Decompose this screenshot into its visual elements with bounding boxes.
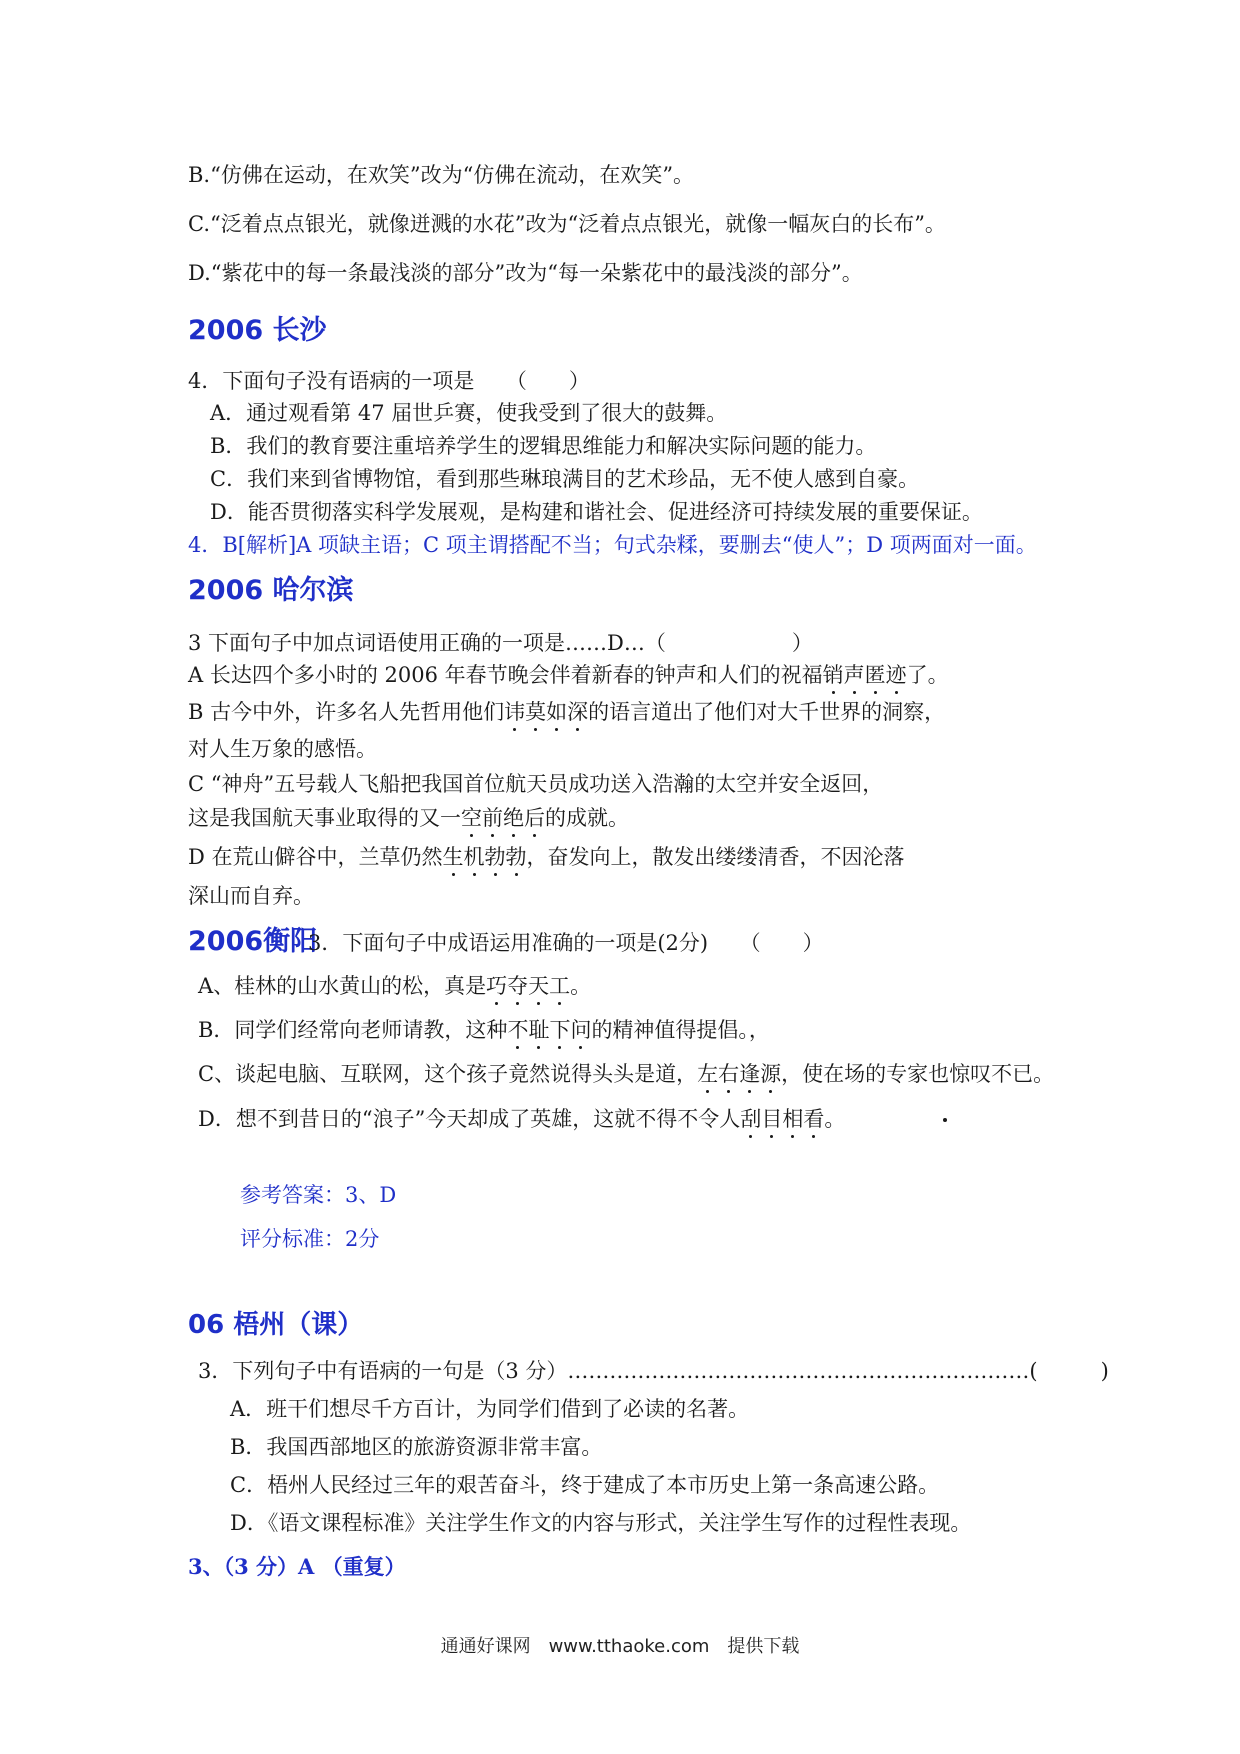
option-d-harbin-line2: 深山而自弃。 [188,884,314,908]
option-text: B 古今中外，许多名人先哲用他们 [188,700,505,724]
option-a-hengyang [198,971,591,1001]
stray-dot [943,1118,947,1122]
option-b-hengyang [198,1015,770,1045]
option-text: ，使在场的专家也惊叹不已。 [781,1062,1055,1086]
question-harbin: 3 下面句子中加点词语使用正确的一项是……D…（ ） [188,631,813,655]
section-heading-changsha: 2006 长沙 [188,315,327,346]
option-text: D 在荒山僻谷中，兰草仍然 [188,845,443,869]
dotted-char: 左 [697,1062,719,1086]
dotted-char: 逢 [739,1062,761,1086]
option-d-hengyang [198,1104,845,1134]
option-text: A、桂林的山水黄山的松，真是 [198,974,487,998]
option-text: ，奋发向上，散发出缕缕清香，不因沦落 [526,845,905,869]
dotted-char: 声 [843,663,865,687]
dotted-char: 迹 [885,663,907,687]
answer-wuzhou: 3、（3 分）A （重复） [188,1554,406,1579]
option-c-changsha: C．我们来到省博物馆，看到那些琳琅满目的艺术珍品，无不使人感到自豪。 [210,467,920,491]
dotted-char: 空 [461,806,482,830]
answer-changsha: 4．B[解析]A 项缺主语；C 项主谓搭配不当；句式杂糅，要删去“使人”；D 项两面对一面。 [188,533,1037,557]
reference-answer-hengyang: 参考答案：3、D [240,1183,397,1207]
dotted-char: 相 [782,1107,804,1131]
question-hengyang: 3．下面句子中成语运用准确的一项是(2分) （ ） [308,931,824,955]
dotted-char: 前 [482,806,503,830]
option-c-hengyang [198,1059,1054,1089]
option-b-harbin [188,697,945,727]
option-a-changsha: A．通过观看第 47 届世乒赛，使我受到了很大的鼓舞。 [210,401,728,425]
dotted-char: 刮 [740,1107,762,1131]
option-d-top: D.“紫花中的每一条最浅淡的部分”改为“每一朵紫花中的最浅淡的部分”。 [188,261,863,285]
dotted-char: 问 [570,1018,592,1042]
dotted-char: 右 [718,1062,740,1086]
option-b-wuzhou: B．我国西部地区的旅游资源非常丰富。 [230,1435,603,1459]
option-text: 。 [824,1107,846,1131]
option-d-harbin [188,842,905,872]
option-text: B．同学们经常向老师请教，这种 [198,1018,508,1042]
option-text: 的成就。 [545,806,629,830]
dotted-char: 看 [803,1107,825,1131]
question-changsha: 4．下面句子没有语病的一项是 （ ） [188,369,590,393]
scoring-standard-hengyang: 评分标准：2分 [240,1227,380,1251]
dotted-char: 生 [442,845,464,869]
dotted-char: 源 [760,1062,782,1086]
dotted-char: 深 [567,700,589,724]
dotted-char: 天 [528,974,550,998]
dotted-char: 下 [549,1018,571,1042]
dotted-char: 工 [549,974,571,998]
option-text: C、谈起电脑、互联网，这个孩子竟然说得头头是道， [198,1062,698,1086]
dotted-char: 勃 [505,845,527,869]
option-text: 的精神值得提倡。， [591,1018,770,1042]
dotted-char: 销 [822,663,844,687]
dotted-char: 绝 [503,806,524,830]
section-heading-hengyang: 2006衡阳 [188,926,318,957]
dotted-char: 不 [507,1018,529,1042]
option-text: D．想不到昔日的“浪子”今天却成了英雄，这就不得不令人 [198,1107,741,1131]
dotted-char: 夺 [507,974,529,998]
option-text: A 长达四个多小时的 2006 年春节晚会伴着新春的钟声和人们的祝福 [188,663,823,687]
option-b-changsha: B．我们的教育要注重培养学生的逻辑思维能力和解决实际问题的能力。 [210,434,877,458]
dotted-char: 后 [524,806,545,830]
option-text: 这是我国航天事业取得的又一 [188,806,461,830]
option-c-harbin-line2 [188,803,629,833]
option-a-harbin [188,660,949,690]
option-b-top: B.“仿佛在运动，在欢笑”改为“仿佛在流动，在欢笑”。 [188,163,695,187]
dotted-char: 莫 [525,700,547,724]
section-heading-wuzhou: 06 梧州（课） [188,1310,364,1340]
option-text: 了。 [906,663,949,687]
option-c-top: C.“泛着点点银光，就像迸溅的水花”改为“泛着点点银光，就像一幅灰白的长布”。 [188,212,946,236]
dotted-char: 巧 [486,974,508,998]
dotted-char: 机 [463,845,485,869]
dotted-char: 勃 [484,845,506,869]
option-a-wuzhou: A．班干们想尽千方百计，为同学们借到了必读的名著。 [230,1397,750,1421]
option-b-harbin-line2: 对人生万象的感悟。 [188,737,377,761]
dotted-char: 匿 [864,663,886,687]
option-c-harbin: C “神舟”五号载人飞船把我国首位航天员成功送入浩瀚的太空并安全返回， [188,772,884,796]
option-d-changsha: D．能否贯彻落实科学发展观，是构建和谐社会、促进经济可持续发展的重要保证。 [210,500,983,524]
question-wuzhou: 3．下列句子中有语病的一句是（3 分）…………………………………………………………( ) [198,1359,1109,1383]
option-text: 的语言道出了他们对大千世界的洞察， [588,700,946,724]
dotted-char: 耻 [528,1018,550,1042]
option-c-wuzhou: C．梧州人民经过三年的艰苦奋斗，终于建成了本市历史上第一条高速公路。 [230,1473,940,1497]
option-d-wuzhou: D．《语文课程标准》关注学生作文的内容与形式，关注学生写作的过程性表现。 [230,1511,972,1535]
option-text: 。 [570,974,592,998]
dotted-char: 如 [546,700,568,724]
dotted-char: 讳 [504,700,526,724]
section-heading-harbin: 2006 哈尔滨 [188,575,354,606]
dotted-char: 目 [761,1107,783,1131]
page-footer: 通通好课网 www.tthaoke.com 提供下载 [440,1636,800,1657]
